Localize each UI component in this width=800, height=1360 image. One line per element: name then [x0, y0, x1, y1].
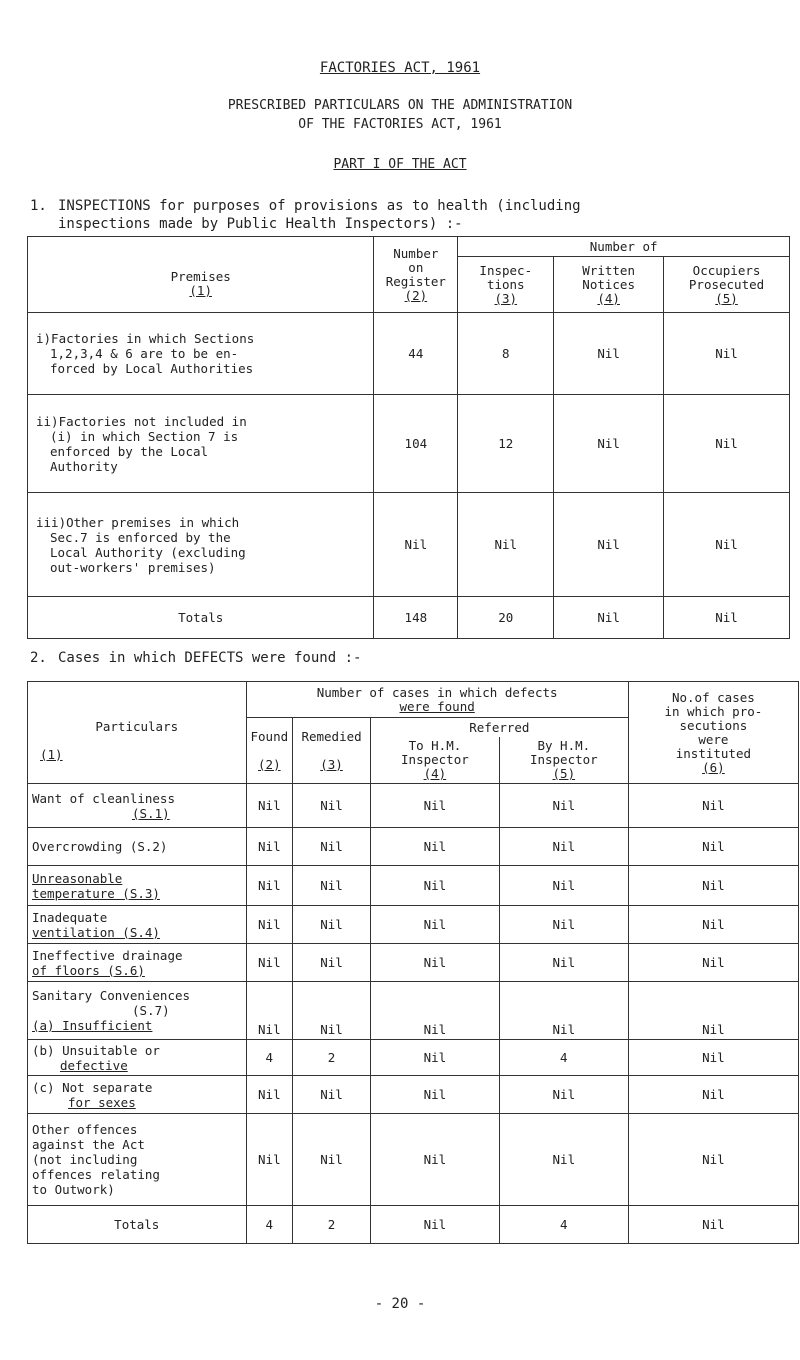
row-label: i)Factories in which Sections 1,2,3,4 & 6 are to be en- forced by Local Authorities — [28, 313, 374, 395]
cell-to-hm: Nil — [370, 944, 499, 982]
cell-prosecutions: Nil — [628, 1076, 798, 1114]
cell-prosecutions: Nil — [628, 866, 798, 906]
table-row — [28, 828, 799, 866]
col-register: Number on Register (2) — [374, 237, 458, 313]
col-remedied: Remedied (3) — [293, 718, 371, 784]
total-inspections: 20 — [458, 597, 554, 639]
cell-found: Nil — [246, 906, 293, 944]
section-1-heading-line-1: INSPECTIONS for purposes of provisions as to health (including — [58, 198, 581, 214]
table-row — [28, 395, 790, 493]
cell-to-hm: Nil — [370, 906, 499, 944]
cell-prosecutions: Nil — [628, 944, 798, 982]
cell-remedied: Nil — [293, 906, 371, 944]
cell-by-hm: Nil — [499, 1114, 628, 1206]
cell-to-hm: Nil — [370, 866, 499, 906]
table-row — [28, 1076, 799, 1114]
total-notices: Nil — [554, 597, 664, 639]
cell-remedied: Nil — [293, 1076, 371, 1114]
cell-remedied: Nil — [293, 944, 371, 982]
table-row — [28, 784, 799, 828]
row-label: Overcrowding (S.2) — [28, 828, 247, 866]
cell-notices: Nil — [554, 395, 664, 493]
cell-prosecutions: Nil — [628, 828, 798, 866]
cell-found: Nil — [246, 982, 293, 1040]
cell-remedied: Nil — [293, 784, 371, 828]
cell-notices: Nil — [554, 313, 664, 395]
table-row — [28, 1114, 799, 1206]
row-label: ii)Factories not included in (i) in which Section 7 is enforced by the Local Authority — [28, 395, 374, 493]
part-title: PART I OF THE ACT — [333, 157, 467, 172]
cell-found: Nil — [246, 784, 293, 828]
col-prosecutions: No.of cases in which pro- secutions were instituted (6) — [628, 682, 798, 784]
cell-found: Nil — [246, 866, 293, 906]
col-to-hm-inspector: To H.M. Inspector (4) — [370, 737, 499, 784]
section-2-heading — [30, 650, 361, 666]
running-title: FACTORIES ACT, 1961 — [319, 60, 481, 76]
cell-prosecutions: Nil — [628, 1114, 798, 1206]
cell-prosecuted: Nil — [664, 313, 790, 395]
cell-prosecutions: Nil — [628, 982, 798, 1040]
defects-table — [27, 681, 799, 1244]
cell-by-hm: Nil — [499, 906, 628, 944]
col-group-defects: Number of cases in which defects were found — [246, 682, 628, 718]
cell-found: Nil — [246, 1114, 293, 1206]
cell-to-hm: Nil — [370, 982, 499, 1040]
totals-row — [28, 597, 790, 639]
col-group-number-of: Number of — [458, 237, 790, 257]
cell-inspections: 8 — [458, 313, 554, 395]
col-inspections: Inspec- tions (3) — [458, 257, 554, 313]
cell-remedied: Nil — [293, 1114, 371, 1206]
totals-row — [28, 1206, 799, 1244]
cell-by-hm: Nil — [499, 982, 628, 1040]
table-row — [28, 313, 790, 395]
page-number: - 20 - — [374, 1296, 426, 1312]
cell-remedied: Nil — [293, 828, 371, 866]
table-row — [28, 906, 799, 944]
cell-by-hm: Nil — [499, 828, 628, 866]
row-label: Ineffective drainage of floors (S.6) — [28, 944, 247, 982]
total-remedied: 2 — [293, 1206, 371, 1244]
section-1-heading-line-2: inspections made by Public Health Inspectors) :- — [58, 216, 463, 232]
title-line-2: OF THE FACTORIES ACT, 1961 — [298, 117, 502, 132]
total-to-hm: Nil — [370, 1206, 499, 1244]
total-prosecutions: Nil — [628, 1206, 798, 1244]
cell-by-hm: Nil — [499, 944, 628, 982]
cell-to-hm: Nil — [370, 1076, 499, 1114]
title-line-1: PRESCRIBED PARTICULARS ON THE ADMINISTRATION — [227, 98, 573, 113]
totals-label: Totals — [28, 1206, 247, 1244]
cell-prosecuted: Nil — [664, 395, 790, 493]
table-row — [28, 866, 799, 906]
cell-to-hm: Nil — [370, 1040, 499, 1076]
col-particulars: Particulars (1) — [28, 682, 247, 784]
row-label: iii)Other premises in which Sec.7 is enforced by the Local Authority (excluding out-workers' premises) — [28, 493, 374, 597]
col-found: Found (2) — [246, 718, 293, 784]
cell-remedied: 2 — [293, 1040, 371, 1076]
row-label: Other offences against the Act (not including offences relating to Outwork) — [28, 1114, 247, 1206]
table-row — [28, 493, 790, 597]
table-row — [28, 944, 799, 982]
cell-prosecuted: Nil — [664, 493, 790, 597]
cell-remedied: Nil — [293, 866, 371, 906]
cell-found: Nil — [246, 828, 293, 866]
cell-by-hm: 4 — [499, 1040, 628, 1076]
totals-label: Totals — [28, 597, 374, 639]
section-2-number: 2. — [30, 650, 47, 666]
cell-notices: Nil — [554, 493, 664, 597]
row-label: Unreasonable temperature (S.3) — [28, 866, 247, 906]
section-2-heading-text: Cases in which DEFECTS were found :- — [58, 650, 362, 666]
cell-by-hm: Nil — [499, 784, 628, 828]
row-label: (c) Not separate for sexes — [28, 1076, 247, 1114]
cell-by-hm: Nil — [499, 1076, 628, 1114]
cell-inspections: 12 — [458, 395, 554, 493]
cell-register: 44 — [374, 313, 458, 395]
section-1-number: 1. — [30, 198, 47, 214]
cell-to-hm: Nil — [370, 828, 499, 866]
section-1-heading — [30, 197, 790, 233]
row-label: Want of cleanliness (S.1) — [28, 784, 247, 828]
col-premises: Premises (1) — [28, 237, 374, 313]
col-notices: Written Notices (4) — [554, 257, 664, 313]
col-prosecuted: Occupiers Prosecuted (5) — [664, 257, 790, 313]
cell-by-hm: Nil — [499, 866, 628, 906]
inspections-table — [27, 236, 790, 639]
table-row — [28, 1040, 799, 1076]
cell-register: 104 — [374, 395, 458, 493]
cell-register: Nil — [374, 493, 458, 597]
row-label: Inadequate ventilation (S.4) — [28, 906, 247, 944]
total-by-hm: 4 — [499, 1206, 628, 1244]
cell-to-hm: Nil — [370, 1114, 499, 1206]
total-register: 148 — [374, 597, 458, 639]
cell-found: Nil — [246, 944, 293, 982]
cell-to-hm: Nil — [370, 784, 499, 828]
row-label: (b) Unsuitable or defective — [28, 1040, 247, 1076]
total-found: 4 — [246, 1206, 293, 1244]
row-label: Sanitary Conveniences (S.7) (a) Insufficient — [28, 982, 247, 1040]
col-by-hm-inspector: By H.M. Inspector (5) — [499, 737, 628, 784]
total-prosecuted: Nil — [664, 597, 790, 639]
cell-prosecutions: Nil — [628, 784, 798, 828]
cell-found: Nil — [246, 1076, 293, 1114]
table-row — [28, 982, 799, 1040]
cell-prosecutions: Nil — [628, 906, 798, 944]
cell-prosecutions: Nil — [628, 1040, 798, 1076]
cell-found: 4 — [246, 1040, 293, 1076]
cell-remedied: Nil — [293, 982, 371, 1040]
cell-inspections: Nil — [458, 493, 554, 597]
col-group-referred: Referred — [370, 718, 628, 738]
